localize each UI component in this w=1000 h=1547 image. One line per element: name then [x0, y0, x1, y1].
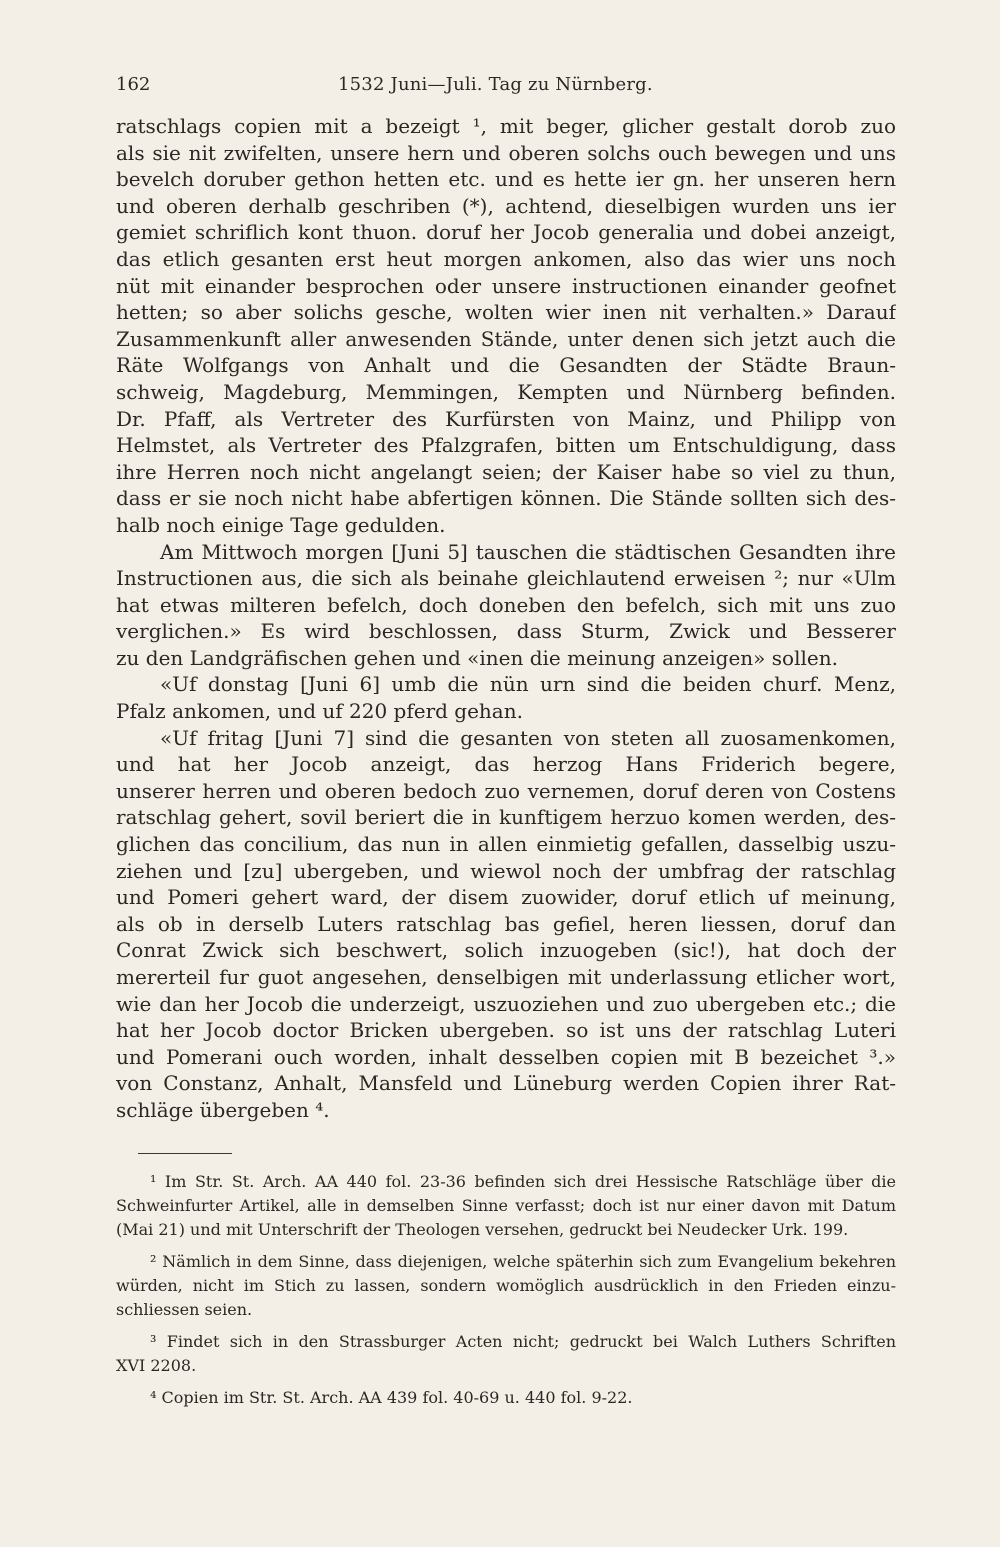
text-line: gemiet schriflich kont thuon. doruf her Jocob generalia und dobei anzeigt, [116, 220, 896, 245]
text-line: Am Mittwoch morgen [Juni 5] tauschen die städtischen Gesandten ihre [160, 539, 896, 564]
footnote-rule [138, 1153, 232, 1154]
footnote-line: würden, nicht im Stich zu lassen, sondern womöglich ausdrücklich in den Frieden einzu- [116, 1276, 896, 1295]
text-line: hat her Jocob doctor Bricken ubergeben. so ist uns der ratschlag Luteri [116, 1018, 896, 1043]
footnote-line: ¹ Im Str. St. Arch. AA 440 fol. 23-36 befinden sich drei Hessische Ratschläge über die [150, 1172, 896, 1191]
text-line: Dr. Pfaff, als Vertreter des Kurfürsten von Mainz, und Philipp von [116, 406, 896, 431]
text-line: als sie nit zwifelten, unsere hern und oberen solchs ouch bewegen und uns [116, 140, 896, 165]
footnote-line: ³ Findet sich in den Strassburger Acten nicht; gedruckt bei Walch Luthers Schriften [150, 1332, 896, 1351]
text-line: zu den Landgräfischen gehen und «inen die meinung anzeigen» sollen. [116, 645, 838, 670]
text-line: dass er sie noch nicht habe abfertigen können. Die Stände sollten sich des- [116, 486, 896, 511]
text-line: hat etwas milteren befelch, doch doneben den befelch, sich mit uns zuo [116, 592, 896, 617]
footnote-3 [116, 1330, 896, 1378]
text-line: wie dan her Jocob die underzeigt, uszuoziehen und zuo ubergeben etc.; die [116, 991, 896, 1016]
footnote-line: ⁴ Copien im Str. St. Arch. AA 439 fol. 40-69 u. 440 fol. 9-22. [150, 1388, 633, 1407]
text-line: von Constanz, Anhalt, Mansfeld und Lüneburg werden Copien ihrer Rat- [116, 1071, 896, 1096]
footnote-4 [116, 1386, 896, 1410]
text-line: Conrat Zwick sich beschwert, solich inzuogeben (sic!), hat doch der [116, 938, 896, 963]
text-line: und oberen derhalb geschriben (*), achtend, dieselbigen wurden uns ier [116, 193, 896, 218]
text-line: das etlich gesanten erst heut morgen ankomen, also das wier uns noch [116, 246, 896, 271]
text-line: Instructionen aus, die sich als beinahe gleichlautend erweisen ²; nur «Ulm [116, 566, 896, 591]
text-line: schweig, Magdeburg, Memmingen, Kempten und Nürnberg befinden. [116, 379, 896, 404]
main-text [116, 113, 896, 1124]
footnote-line: schliessen seien. [116, 1300, 253, 1319]
footnotes [116, 1170, 896, 1418]
text-line: «Uf donstag [Juni 6] umb die nün urn sind die beiden churf. Menz, [160, 672, 896, 697]
text-line: Räte Wolfgangs von Anhalt und die Gesandten der Städte Braun- [116, 353, 896, 378]
footnote-line: Schweinfurter Artikel, alle in demselben Sinne verfasst; doch ist nur einer davon mit Datum [116, 1196, 896, 1215]
text-line: Zusammenkunft aller anwesenden Stände, unter denen sich jetzt auch die [116, 326, 896, 351]
text-line: ihre Herren noch nicht angelangt seien; der Kaiser habe so viel zu thun, [116, 459, 896, 484]
text-line: und hat her Jocob anzeigt, das herzog Hans Friderich begere, [116, 752, 896, 777]
text-line: Pfalz ankomen, und uf 220 pferd gehan. [116, 699, 523, 724]
text-line: ziehen und [zu] ubergeben, und wiewol noch der umbfrag der ratschlag [116, 858, 896, 883]
text-line: hetten; so aber solichs gesche, wolten wier inen nit verhalten.» Darauf [116, 300, 896, 325]
footnote-1 [116, 1170, 896, 1242]
text-line: ratschlag gehert, sovil beriert die in kunftigem herzuo komen werden, des- [116, 805, 896, 830]
page-number: 162 [116, 74, 151, 95]
text-line: Helmstet, als Vertreter des Pfalzgrafen, bitten um Entschuldigung, dass [116, 433, 896, 458]
text-line: halb noch einige Tage gedulden. [116, 512, 446, 537]
text-line: mererteil fur guot angesehen, denselbigen mit underlassung etlicher wort, [116, 965, 896, 989]
running-title: 1532 Juni—Juli. Tag zu Nürnberg. [338, 74, 653, 95]
text-line: ratschlags copien mit a bezeigt ¹, mit beger, glicher gestalt dorob zuo [116, 114, 896, 138]
text-line: als ob in derselb Luters ratschlag bas gefiel, heren liessen, doruf dan [116, 911, 896, 936]
text-line: unserer herren und oberen bedoch zuo vernemen, doruf deren von Costens [116, 778, 896, 803]
footnote-2 [116, 1250, 896, 1322]
text-line: verglichen.» Es wird beschlossen, dass Sturm, Zwick und Besserer [116, 619, 896, 644]
footnote-line: (Mai 21) und mit Unterschrift der Theologen versehen, gedruckt bei Neudecker Urk. 199. [116, 1220, 849, 1239]
text-line: «Uf fritag [Juni 7] sind die gesanten von steten all zuosamenkomen, [160, 725, 896, 750]
running-header [116, 74, 896, 102]
text-line: glichen das concilium, das nun in allen einmietig gefallen, dasselbig uszu- [116, 832, 896, 857]
footnote-line: XVI 2208. [116, 1356, 197, 1375]
text-line: bevelch doruber gethon hetten etc. und es hette ier gn. her unseren hern [116, 167, 896, 192]
text-line: schläge übergeben ⁴. [116, 1097, 330, 1122]
text-line: und Pomeri gehert ward, der disem zuowider, doruf etlich uf meinung, [116, 885, 896, 910]
footnote-line: ² Nämlich in dem Sinne, dass diejenigen, welche späterhin sich zum Evangelium bekehren [150, 1252, 896, 1271]
text-line: und Pomerani ouch worden, inhalt desselben copien mit B bezeichet ³.» [116, 1044, 896, 1069]
text-line: nüt mit einander besprochen oder unsere instructionen einander geofnet [116, 273, 896, 298]
